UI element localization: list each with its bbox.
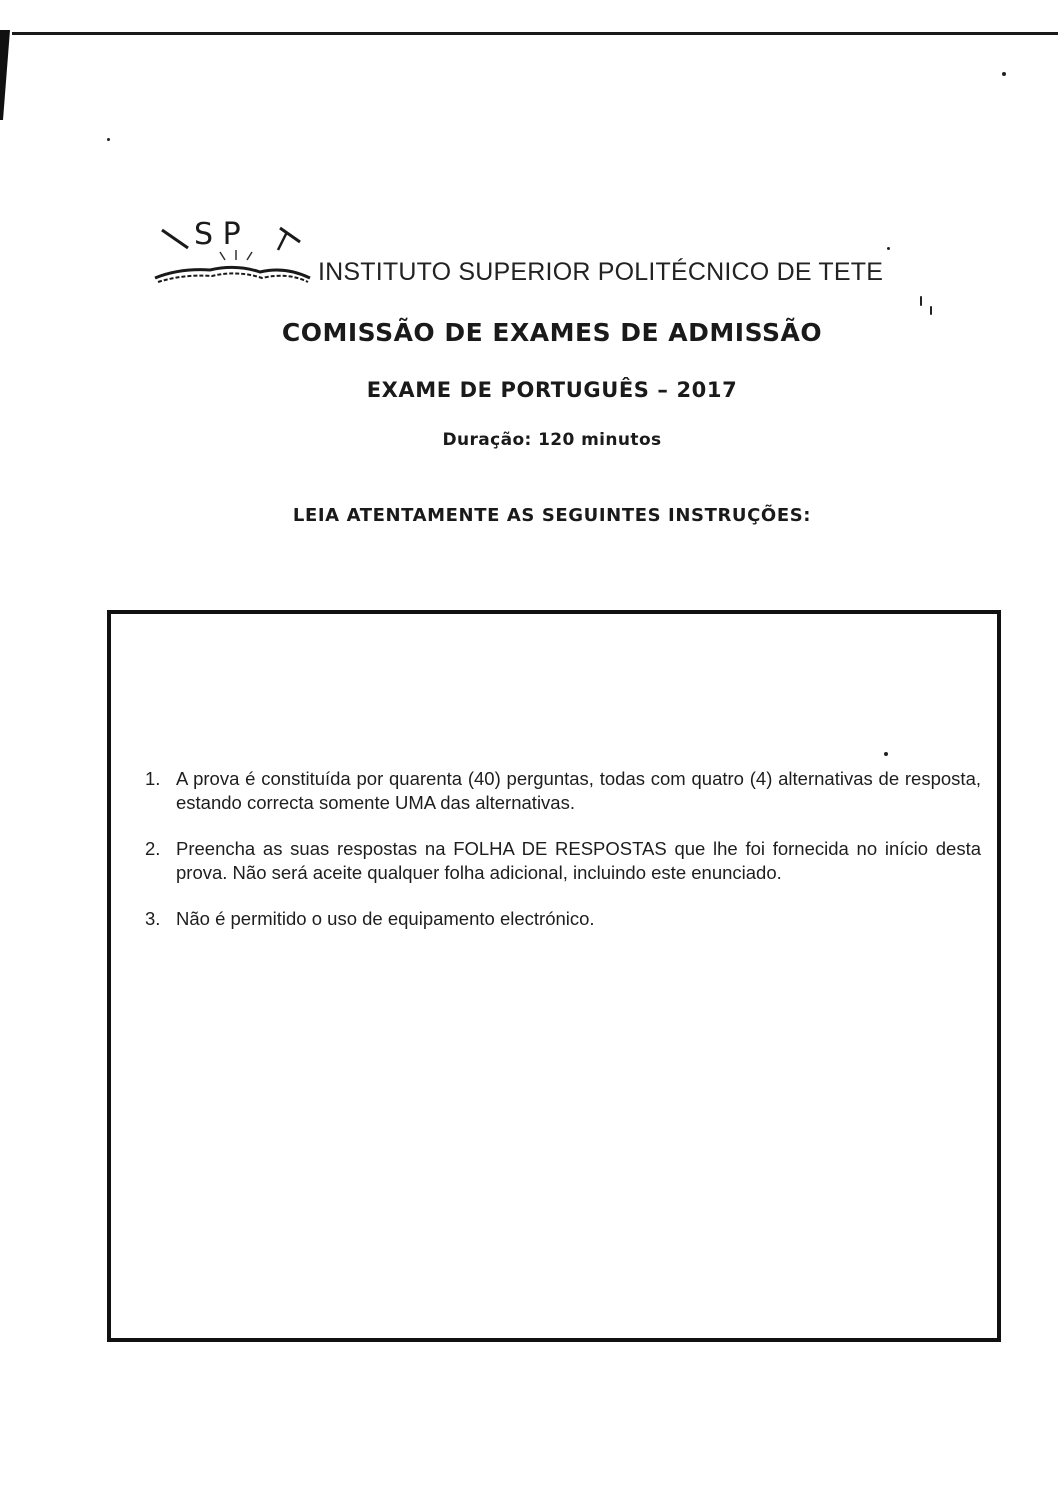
logo-waves xyxy=(158,273,308,282)
scan-speck xyxy=(1002,72,1006,76)
instruction-number: 2. xyxy=(145,838,161,859)
exam-title: EXAME DE PORTUGUÊS – 2017 xyxy=(366,378,738,402)
instructions-list xyxy=(145,767,981,954)
instruction-text: Preencha as suas respostas na FOLHA DE RESPOSTAS que lhe foi fornecida no início desta prova. Não será aceite qualquer folha adicional, incluindo este enunciado. xyxy=(176,838,981,883)
instruction-item xyxy=(145,837,981,884)
instruction-item xyxy=(145,767,981,814)
instructions-box xyxy=(107,610,1001,1342)
scan-speck xyxy=(107,138,110,141)
logo-ray xyxy=(220,252,225,260)
commission-title: COMISSÃO DE EXAMES DE ADMISSÃO xyxy=(281,318,823,347)
instruction-text: A prova é constituída por quarenta (40) perguntas, todas com quatro (4) alternativas de resposta, estando correcta somente UMA das alternativas. xyxy=(176,768,981,813)
scan-speck xyxy=(920,296,922,306)
institute-name: INSTITUTO SUPERIOR POLITÉCNICO DE TETE xyxy=(318,258,884,286)
institute-logo xyxy=(150,206,315,296)
exam-duration: Duração: 120 minutos xyxy=(442,430,662,450)
instruction-text: Não é permitido o uso de equipamento electrónico. xyxy=(176,908,595,929)
scan-speck xyxy=(887,247,890,250)
instruction-number: 3. xyxy=(145,908,161,929)
instruction-item xyxy=(145,907,981,931)
instruction-number: 1. xyxy=(145,768,161,789)
logo-letters: S P xyxy=(194,217,241,252)
instructions-heading: LEIA ATENTAMENTE AS SEGUINTES INSTRUÇÕES: xyxy=(292,505,812,526)
scan-speck xyxy=(930,306,932,315)
scan-left-edge xyxy=(0,30,10,120)
logo-ray xyxy=(247,252,252,260)
scan-top-edge xyxy=(12,32,1058,35)
logo-slash-right-stem xyxy=(278,232,287,250)
logo-slash-left xyxy=(162,230,188,248)
